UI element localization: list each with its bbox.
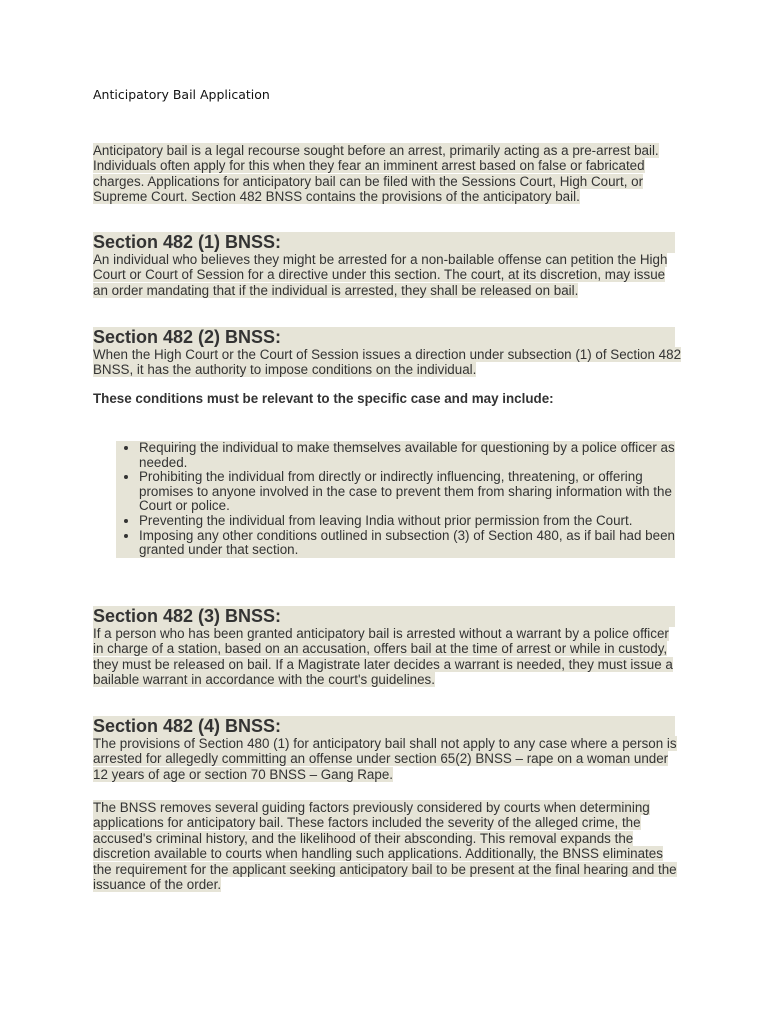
conditions-list bbox=[116, 441, 679, 558]
section-body-text: The provisions of Section 480 (1) for anticipatory bail shall not apply to any case where a person is arrested for allegedly committing an offense under section 65(2) BNSS – rape on a woman under 12 years of age or section 70 BNSS – Gang Rape. bbox=[93, 736, 677, 782]
section-body-482-3 bbox=[93, 626, 683, 688]
section-heading-482-2: Section 482 (2) BNSS: bbox=[93, 327, 675, 348]
list-item: • Preventing the individual from leaving India without prior permission from the Court. bbox=[139, 514, 679, 529]
document-title: Anticipatory Bail Application bbox=[93, 87, 270, 102]
section-body-text: When the High Court or the Court of Session issues a direction under subsection (1) of Section 482 BNSS, it has the authority to impose conditions on the individual. bbox=[93, 347, 682, 378]
section-body-482-2 bbox=[93, 347, 683, 378]
closing-paragraph bbox=[93, 800, 683, 892]
section-body-482-1 bbox=[93, 252, 683, 298]
section-heading-482-3: Section 482 (3) BNSS: bbox=[93, 606, 675, 627]
section-body-text: If a person who has been granted anticipatory bail is arrested without a warrant by a police officer in charge of a station, based on an accusation, offers bail at the time of arrest or while in custody, they must be released on bail. If a Magistrate later decides a warrant is needed, they must issue a bailable warrant in accordance with the court's guidelines. bbox=[93, 626, 673, 688]
section-heading-482-1: Section 482 (1) BNSS: bbox=[93, 232, 675, 253]
list-item: • Imposing any other conditions outlined in subsection (3) of Section 480, as if bail had been granted under that section. bbox=[139, 529, 679, 558]
intro-text: Anticipatory bail is a legal recourse sought before an arrest, primarily acting as a pre-arrest bail. Individuals often apply for this when they fear an imminent arrest based on false or fabricated charges. Applications for anticipatory bail can be filed with the Sessions Court, High Court, or Supreme Court. Section 482 BNSS contains the provisions of the anticipatory bail. bbox=[93, 143, 659, 205]
conditions-note: These conditions must be relevant to the specific case and may include: bbox=[93, 391, 554, 406]
list-item: • Requiring the individual to make themselves available for questioning by a police officer as needed. bbox=[139, 441, 679, 470]
closing-text: The BNSS removes several guiding factors previously considered by courts when determining applications for anticipatory bail. These factors included the severity of the alleged crime, the accused's criminal history, and the likelihood of their absconding. This removal expands the discretion available to courts when handling such applications. Additionally, the BNSS eliminates the requirement for the applicant seeking anticipatory bail to be present at the final hearing and the issuance of the order. bbox=[93, 800, 677, 893]
intro-paragraph bbox=[93, 143, 683, 205]
list-item: • Prohibiting the individual from directly or indirectly influencing, threatening, or offering promises to anyone involved in the case to prevent them from sharing information with the Court or police. bbox=[139, 470, 679, 514]
section-heading-482-4: Section 482 (4) BNSS: bbox=[93, 716, 675, 737]
section-body-482-4 bbox=[93, 736, 683, 782]
section-body-text: An individual who believes they might be arrested for a non-bailable offense can petition the High Court or Court of Session for a directive under this section. The court, at its discretion, may issue an order mandating that if the individual is arrested, they shall be released on bail. bbox=[93, 252, 668, 298]
